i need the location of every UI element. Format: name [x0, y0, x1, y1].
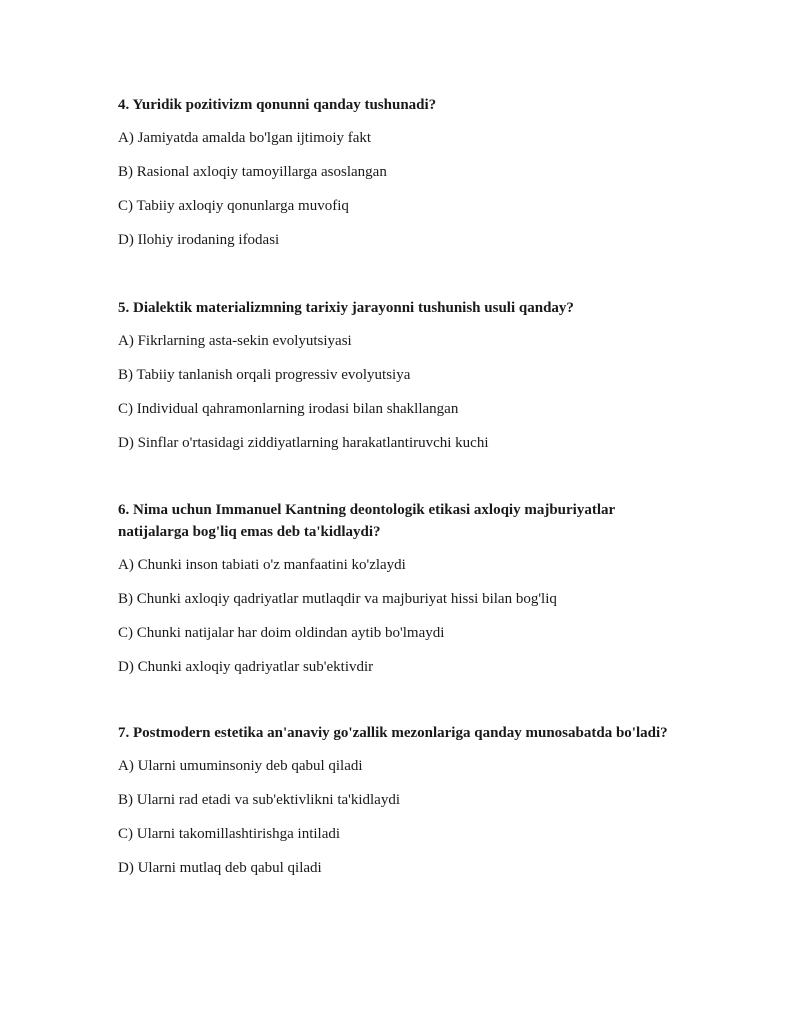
question-title: 4. Yuridik pozitivizm qonunni qanday tushunadi?	[118, 97, 437, 113]
question-5	[118, 297, 678, 453]
question-title: 7. Postmodern estetika an'anaviy go'zallik mezonlariga qanday munosabatda bo'ladi?	[118, 725, 668, 741]
answer-option-d: D) Sinflar o'rtasidagi ziddiyatlarning harakatlantiruvchi kuchi	[118, 435, 489, 451]
answer-option-d: D) Ilohiy irodaning ifodasi	[118, 232, 280, 248]
question-title: 6. Nima uchun Immanuel Kantning deontologik etikasi axloqiy majburiyatlar natijalarga bog'liq emas deb ta'kidlaydi?	[118, 502, 615, 540]
answer-option-a: A) Ularni umuminsoniy deb qabul qiladi	[118, 758, 363, 774]
answer-option-a: A) Jamiyatda amalda bo'lgan ijtimoiy fakt	[118, 130, 372, 146]
answer-option-a: A) Fikrlarning asta-sekin evolyutsiyasi	[118, 333, 352, 349]
answer-option-a: A) Chunki inson tabiati o'z manfaatini ko'zlaydi	[118, 557, 406, 573]
answer-option-b: B) Chunki axloqiy qadriyatlar mutlaqdir va majburiyat hissi bilan bog'liq	[118, 591, 557, 607]
question-7	[118, 722, 678, 878]
question-6	[118, 499, 678, 677]
question-title: 5. Dialektik materializmning tarixiy jarayonni tushunish usuli qanday?	[118, 300, 574, 316]
question-4	[118, 94, 678, 250]
answer-option-b: B) Rasional axloqiy tamoyillarga asoslangan	[118, 164, 387, 180]
answer-option-b: B) Tabiiy tanlanish orqali progressiv evolyutsiya	[118, 367, 411, 383]
answer-option-d: D) Chunki axloqiy qadriyatlar sub'ektivdir	[118, 659, 374, 675]
answer-option-c: C) Individual qahramonlarning irodasi bilan shakllangan	[118, 401, 459, 417]
answer-option-c: C) Chunki natijalar har doim oldindan aytib bo'lmaydi	[118, 625, 445, 641]
answer-option-d: D) Ularni mutlaq deb qabul qiladi	[118, 860, 322, 876]
answer-option-b: B) Ularni rad etadi va sub'ektivlikni ta'kidlaydi	[118, 792, 401, 808]
answer-option-c: C) Tabiiy axloqiy qonunlarga muvofiq	[118, 198, 349, 214]
answer-option-c: C) Ularni takomillashtirishga intiladi	[118, 826, 341, 842]
